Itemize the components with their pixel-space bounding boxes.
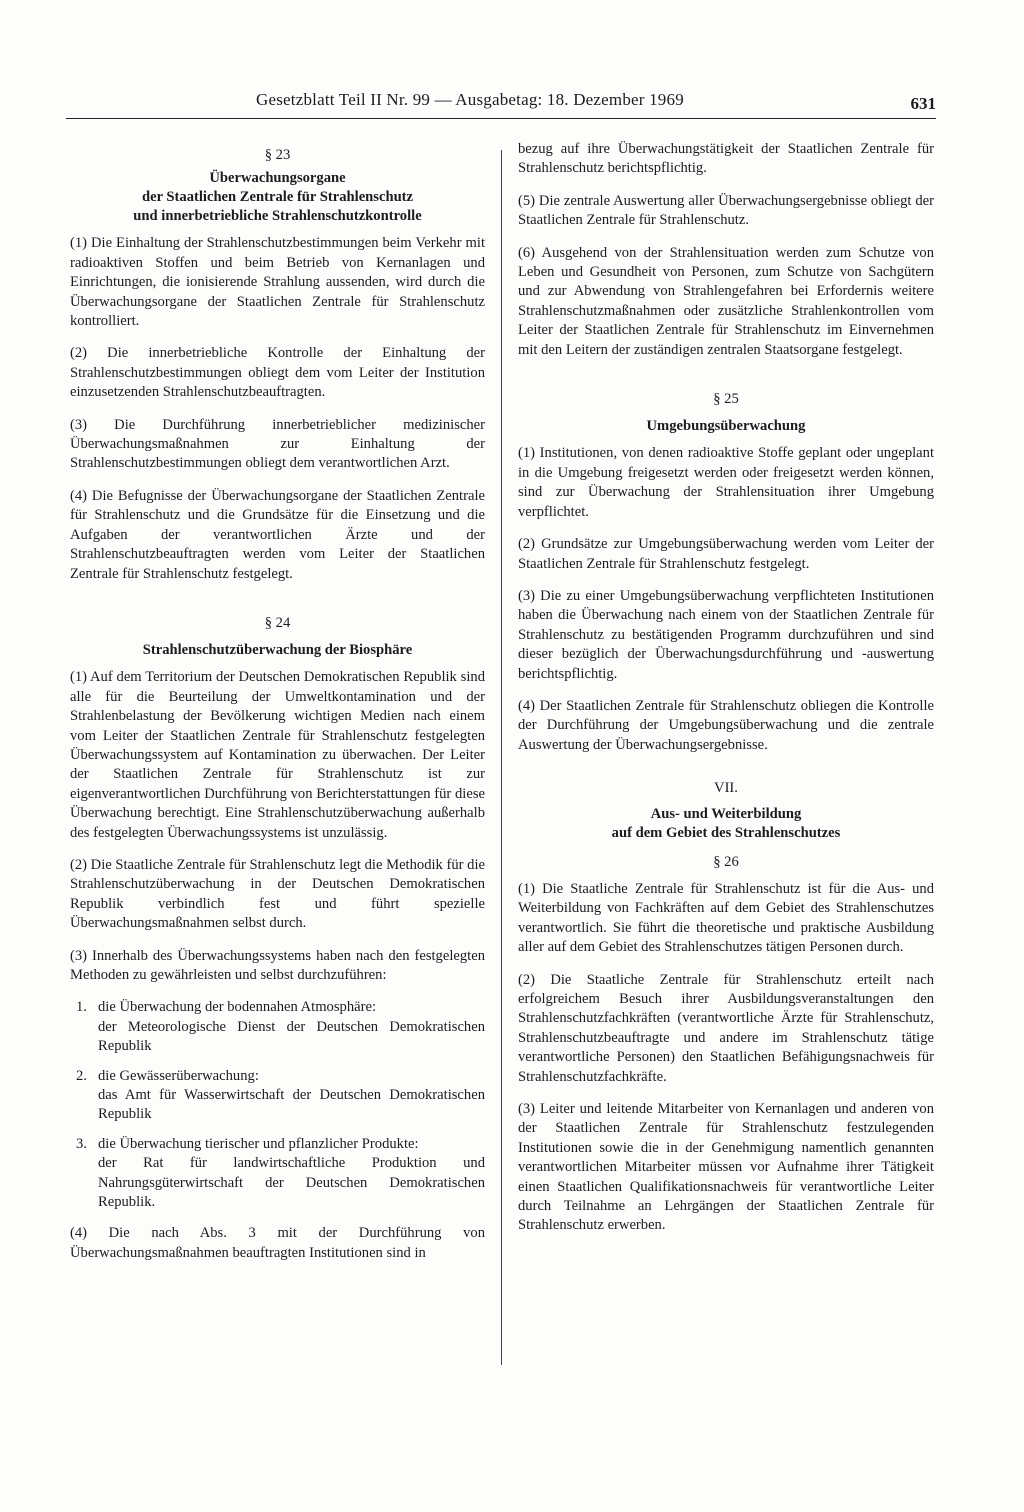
section-26-paragraph-3: (3) Leiter und leitende Mitarbeiter von Kernanlagen und anderen von der Staatlichen Zentrale für Strahlenschutz festzulegenden Institutionen sowie die in der Genehmigung namentlich genannten verantwortlichen Mitarbeiter müssen vor Aufnahme ihrer Tätigkeit einen Staatlichen Qualifikationsnachweis für verantwortliche Leiter durch Teilnahme an Lehrgängen der Staatlichen Zentrale für Strahlenschutz erwerben. bbox=[518, 1101, 934, 1234]
page-header bbox=[66, 88, 936, 119]
section-26-paragraph-2: (2) Die Staatliche Zentrale für Strahlenschutz erteilt nach erfolgreichem Besuch ihrer Ausbildungsveranstaltungen den Strahlenschutzfachkräften (verantwortliche Ärzte für Strahlenschutz, Strahlenschutzbeauftragte und andere im Strahlenschutz tätige verantwortliche Personen) den Staatlichen Befähigungsnachweis für Strahlenschutzfachkräfte. bbox=[518, 971, 934, 1085]
chapter-title-line-1: Aus- und Weiterbildung bbox=[650, 805, 802, 822]
section-24-label: § 24 bbox=[264, 614, 291, 631]
list-item bbox=[70, 1135, 485, 1213]
column-divider bbox=[501, 150, 502, 1365]
header-title: Gesetzblatt Teil II Nr. 99 — Ausgabetag: 18. Dezember 1969 bbox=[256, 90, 684, 109]
section-23-title-line-2: der Staatlichen Zentrale für Strahlenschutz bbox=[141, 189, 414, 206]
list-item-number: 2. bbox=[76, 1067, 87, 1084]
section-23-title-line-3: und innerbetriebliche Strahlenschutzkontrolle bbox=[133, 208, 422, 225]
section-23-title bbox=[70, 169, 485, 226]
list-item-authority: der Meteorologische Dienst der Deutschen Demokratischen Republik bbox=[98, 1018, 485, 1055]
section-25-paragraph-4: (4) Der Staatlichen Zentrale für Strahlenschutz obliegen die Kontrolle der Durchführung der Umgebungsüberwachung und die zentrale Auswertung der Überwachungsergebnisse. bbox=[518, 697, 934, 753]
section-24-paragraph-1: (1) Auf dem Territorium der Deutschen Demokratischen Republik sind alle für die Beurteilung der Umweltkontamination und der Strahlenbelastung der Bevölkerung wichtigen Medien nach einem vom Leiter der Staatlichen Zentrale für Strahlenschutz festgelegten Überwachungssystem auf Kontamination zu überwachen. Der Leiter der Staatlichen Zentrale für Strahlenschutz ist zur eigenverantwortlichen Durchführung von Berichterstattungen für diese Überwachung berechtigt. Eine Strahlenschutzüberwachung außerhalb des festgelegten Überwachungssystems ist unzulässig. bbox=[70, 669, 485, 841]
section-24-paragraph-3: (3) Innerhalb des Überwachungssystems haben nach den festgelegten Methoden zu gewährleisten und selbst durchzuführen: bbox=[70, 947, 485, 983]
list-item-number: 1. bbox=[76, 999, 87, 1016]
section-23-paragraph-2: (2) Die innerbetriebliche Kontrolle der Einhaltung der Strahlenschutzbestimmungen obliegt dem vom Leiter der Institution einzusetzenden Strahlenschutzbeauftragten. bbox=[70, 345, 485, 401]
chapter-label: VII. bbox=[714, 780, 738, 797]
section-24-paragraph-6: (6) Ausgehend von der Strahlensituation werden zum Schutze von Leben und Gesundheit von Personen, zum Schutze von Sachgütern und zur Abwendung von Strahlengefahren bei Erfordernis weitere Strahlenschutzmaßnahmen oder zusätzliche Strahlenkontrollen vom Leiter der Staatlichen Zentrale für Strahlenschutz im Einvernehmen mit den Leitern der zuständigen zentralen Staatsorgane festgelegt. bbox=[518, 244, 934, 358]
section-23-title-line-1: Überwachungsorgane bbox=[209, 170, 346, 187]
section-25-paragraph-3: (3) Die zu einer Umgebungsüberwachung verpflichteten Institutionen haben die Überwachung nach einem von der Staatlichen Zentrale für Strahlenschutz zu bestätigenden Programm durchzuführen und sind dieser bezüglich der Überwachungsdurchführung und -auswertung berichtspflichtig. bbox=[518, 587, 934, 682]
section-26-label: § 26 bbox=[713, 853, 739, 870]
right-column bbox=[518, 140, 934, 1249]
section-25-paragraph-2: (2) Grundsätze zur Umgebungsüberwachung werden vom Leiter der Staatlichen Zentrale für Strahlenschutz festgelegt. bbox=[518, 536, 934, 572]
section-25-paragraph-1: (1) Institutionen, von denen radioaktive Stoffe geplant oder ungeplant in die Umgebung freigesetzt werden oder freigesetzt werden können, sind zur Überwachung der Strahlensituation ihrer Umgebung verpflichtet. bbox=[518, 445, 934, 520]
section-24-title: Strahlenschutzüberwachung der Biosphäre bbox=[142, 642, 413, 659]
page-number: 631 bbox=[910, 94, 936, 113]
section-25-label: § 25 bbox=[713, 391, 739, 408]
section-24-paragraph-4: (4) Die nach Abs. 3 mit der Durchführung von Überwachungsmaßnahmen beauftragten Institutionen sind in bbox=[70, 1225, 485, 1261]
list-item-lead: die Gewässerüberwachung: bbox=[98, 1067, 259, 1084]
section-24-continuation: bezug auf ihre Überwachungstätigkeit der Staatlichen Zentrale für Strahlenschutz berichtspflichtig. bbox=[518, 141, 934, 177]
section-26-paragraph-1: (1) Die Staatliche Zentrale für Strahlenschutz ist für die Aus- und Weiterbildung von Fachkräften auf dem Gebiet des Strahlenschutzes verantwortlich. Sie führt die theoretische und praktische Ausbildung aller auf dem Gebiet des Strahlenschutzes tätigen Personen durch. bbox=[518, 880, 934, 956]
list-item-authority: der Rat für landwirtschaftliche Produktion und Nahrungsgüterwirtschaft der Deutschen Demokratischen Republik. bbox=[98, 1155, 485, 1211]
monitoring-list bbox=[70, 998, 485, 1212]
chapter-title-line-2: auf dem Gebiet des Strahlenschutzes bbox=[611, 824, 841, 841]
left-column bbox=[70, 140, 485, 1276]
chapter-title bbox=[518, 805, 934, 843]
section-24-paragraph-2: (2) Die Staatliche Zentrale für Strahlenschutz legt die Methodik für die Strahlenschutzüberwachung in der Deutschen Demokratischen Republik verbindlich fest und führt spezielle Überwachungsmaßnahmen selbst durch. bbox=[70, 856, 485, 932]
section-23-paragraph-1: (1) Die Einhaltung der Strahlenschutzbestimmungen beim Verkehr mit radioaktiven Stoffen und beim Betrieb von Kernanlagen und Einrichtungen, die ionisierende Strahlung aussenden, wird durch die Überwachungsorgane der Staatlichen Zentrale für Strahlenschutz kontrolliert. bbox=[70, 235, 485, 330]
section-24-paragraph-5: (5) Die zentrale Auswertung aller Überwachungsergebnisse obliegt der Staatlichen Zentrale für Strahlenschutz. bbox=[518, 192, 934, 229]
list-item-authority: das Amt für Wasserwirtschaft der Deutschen Demokratischen Republik bbox=[98, 1087, 485, 1123]
list-item bbox=[70, 998, 485, 1056]
list-item-lead: die Überwachung tierischer und pflanzlicher Produkte: bbox=[98, 1135, 419, 1152]
section-23-paragraph-3: (3) Die Durchführung innerbetrieblicher medizinischer Überwachungsmaßnahmen zur Einhaltung der Strahlenschutzbestimmungen obliegt dem verantwortlichen Arzt. bbox=[70, 416, 485, 472]
list-item-lead: die Überwachung der bodennahen Atmosphäre: bbox=[98, 999, 377, 1016]
section-25-title: Umgebungsüberwachung bbox=[646, 418, 806, 435]
section-23-label: § 23 bbox=[264, 147, 291, 163]
section-23-paragraph-4: (4) Die Befugnisse der Überwachungsorgane der Staatlichen Zentrale für Strahlenschutz und die Grundsätze für die Einsetzung und die Aufgaben der verantwortlichen Ärzte und der Strahlenschutzbeauftragten werden vom Leiter der Staatlichen Zentrale für Strahlenschutz festgelegt. bbox=[70, 487, 485, 582]
list-item bbox=[70, 1067, 485, 1125]
list-item-number: 3. bbox=[76, 1135, 87, 1152]
